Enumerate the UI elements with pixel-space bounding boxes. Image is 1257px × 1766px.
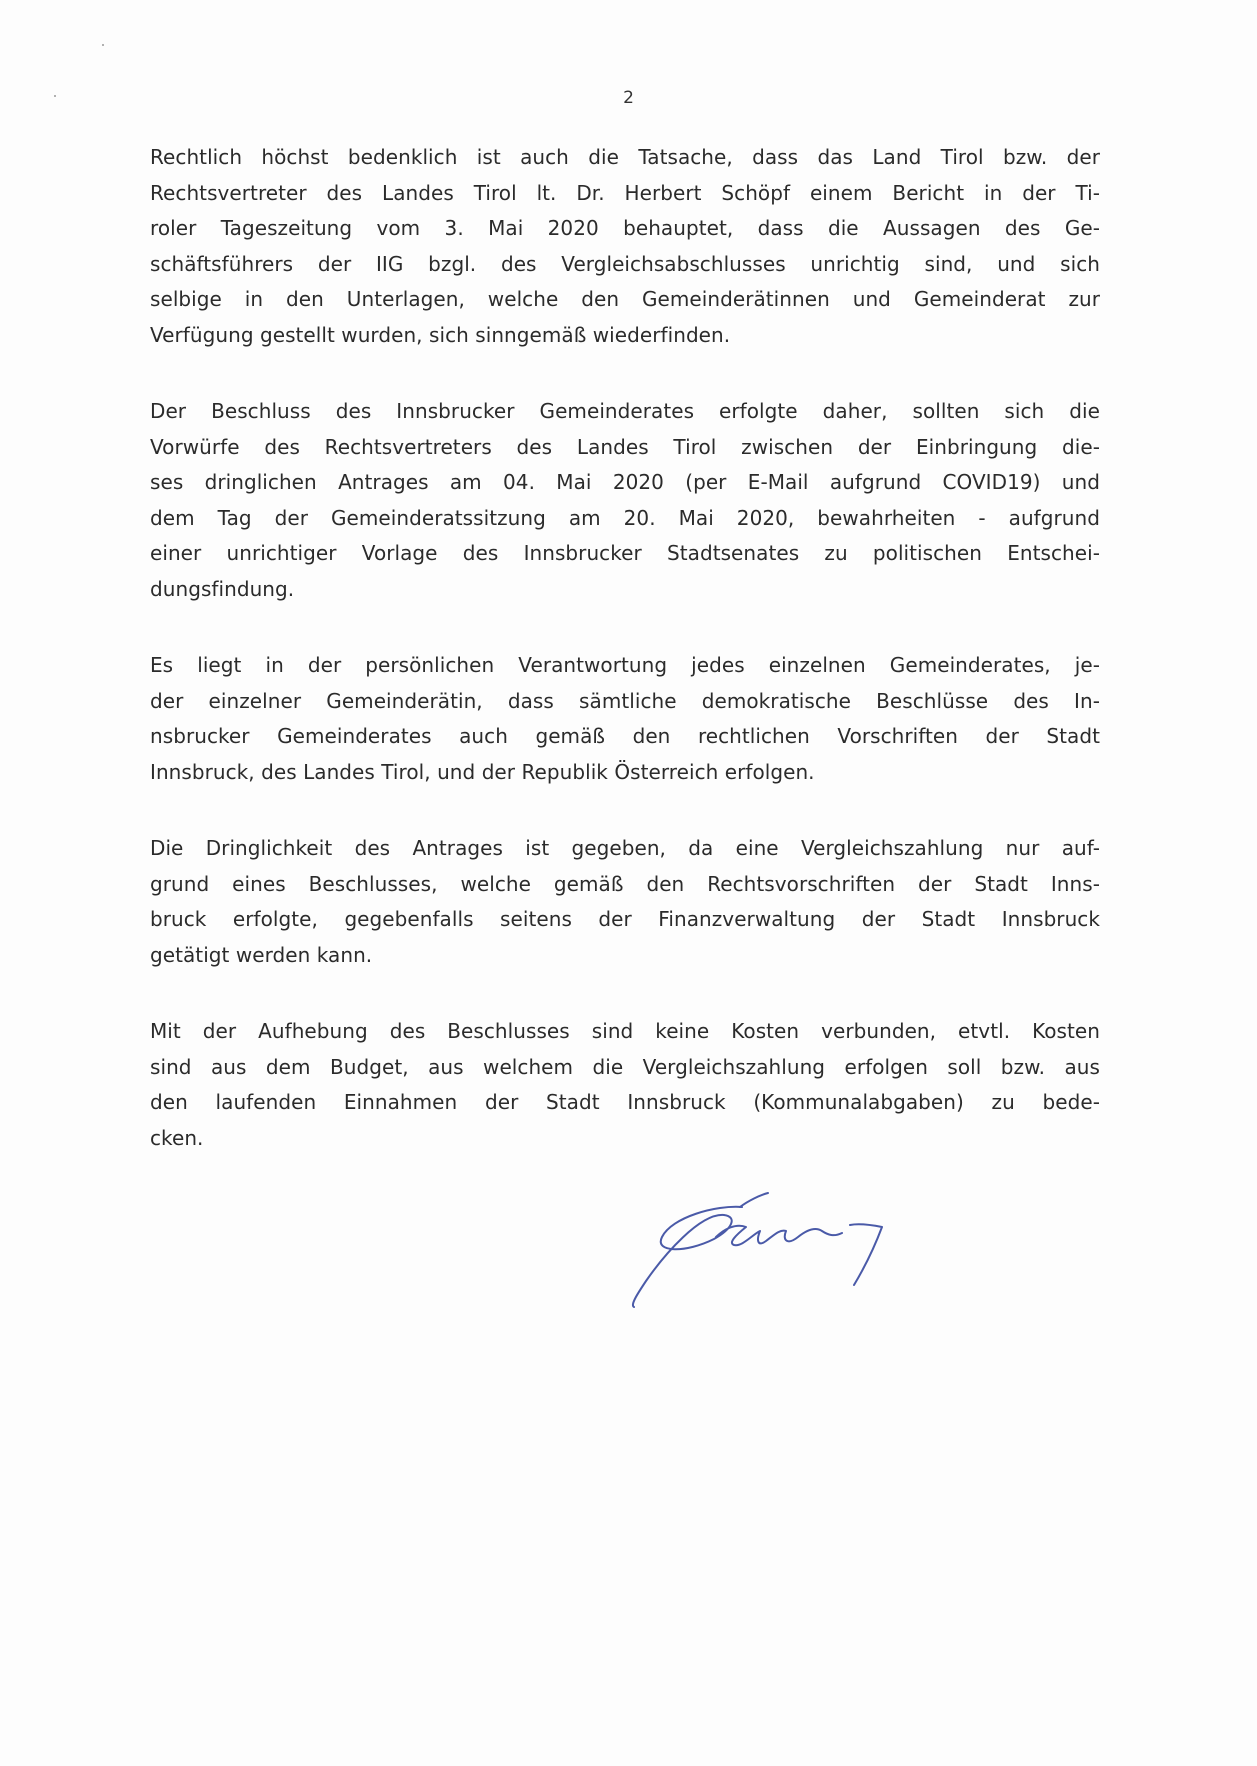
text-line: Rechtsvertreter des Landes Tirol lt. Dr. Herbert Schöpf einem Bericht in der Ti-: [150, 180, 1100, 205]
document-body: [150, 140, 1100, 1197]
text-line: cken.: [150, 1125, 204, 1150]
text-line: sind aus dem Budget, aus welchem die Vergleichszahlung erfolgen soll bzw. aus: [150, 1054, 1100, 1079]
text-line: getätigt werden kann.: [150, 942, 373, 967]
text-line: grund eines Beschlusses, welche gemäß den Rechtsvorschriften der Stadt Inns-: [150, 871, 1100, 896]
text-line: Der Beschluss des Innsbrucker Gemeinderates erfolgte daher, sollten sich die: [150, 399, 1100, 423]
text-line: dungsfindung.: [150, 576, 295, 601]
page-number: 2: [623, 88, 634, 108]
text-line: Vorwürfe des Rechtsvertreters des Landes Tirol zwischen der Einbringung die-: [150, 434, 1100, 459]
text-line: Innsbruck, des Landes Tirol, und der Republik Österreich erfolgen.: [150, 759, 815, 784]
text-line: der einzelner Gemeinderätin, dass sämtliche demokratische Beschlüsse des In-: [150, 688, 1100, 713]
text-line: ses dringlichen Antrages am 04. Mai 2020 (per E-Mail aufgrund COVID19) und: [150, 470, 1100, 494]
paragraph-responsibility: [150, 648, 1100, 790]
text-line: Verfügung gestellt wurden, sich sinngemäß wiederfinden.: [150, 322, 731, 347]
text-line: Es liegt in der persönlichen Verantwortung jedes einzelnen Gemeinderates, je-: [150, 653, 1100, 677]
scan-speck: [102, 44, 104, 46]
handwritten-signature: [620, 1185, 920, 1315]
text-line: Mit der Aufhebung des Beschlusses sind keine Kosten verbunden, etvtl. Kosten: [150, 1019, 1100, 1043]
text-line: selbige in den Unterlagen, welche den Gemeinderätinnen und Gemeinderat zur: [150, 287, 1100, 311]
text-line: bruck erfolgte, gegebenfalls seitens der Finanzverwaltung der Stadt Innsbruck: [150, 907, 1100, 931]
paragraph-legal-concern: [150, 140, 1100, 353]
text-line: den laufenden Einnahmen der Stadt Innsbruck (Kommunalabgaben) zu bede-: [150, 1090, 1100, 1114]
text-line: einer unrichtiger Vorlage des Innsbrucker Stadtsenates zu politischen Entschei-: [150, 541, 1100, 565]
text-line: nsbrucker Gemeinderates auch gemäß den rechtlichen Vorschriften der Stadt: [150, 724, 1100, 748]
paragraph-urgency: [150, 831, 1100, 973]
paragraph-costs: [150, 1014, 1100, 1156]
text-line: schäftsführers der IIG bzgl. des Vergleichsabschlusses unrichtig sind, und sich: [150, 251, 1100, 276]
paragraph-resolution: [150, 394, 1100, 607]
text-line: roler Tageszeitung vom 3. Mai 2020 behauptet, dass die Aussagen des Ge-: [150, 216, 1100, 240]
text-line: Die Dringlichkeit des Antrages ist gegeben, da eine Vergleichszahlung nur auf-: [150, 836, 1100, 860]
text-line: Rechtlich höchst bedenklich ist auch die Tatsache, dass das Land Tirol bzw. der: [150, 145, 1100, 169]
text-line: dem Tag der Gemeinderatssitzung am 20. Mai 2020, bewahrheiten - aufgrund: [150, 505, 1100, 530]
